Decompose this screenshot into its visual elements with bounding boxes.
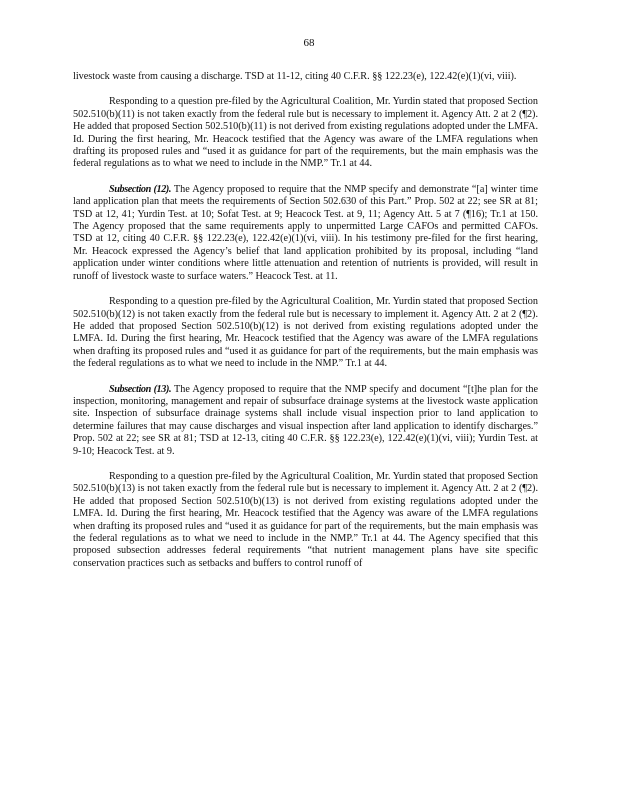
document-body — [73, 71, 538, 570]
paragraph-continuation — [73, 71, 538, 83]
paragraph-text: Responding to a question pre-filed by the Agricultural Coalition, Mr. Yurdin stated that proposed Section 502.510(b)(12) is not taken exactly from the federal rule but is necessary to implement it. Agency Att. 2 at 2 (¶2). He added that proposed Section 502.510(b)(12) is not derived from existing regulations adopted under the LMFA. Id. During the first hearing, Mr. Heacock testified that the Agency was aware of the LMFA regulations when drafting its proposed rules and “used it as guidance for part of the requirements, but the main emphasis was the federal regulations as to what we need to include in the NMP.” Tr.1 at 44. — [73, 296, 538, 370]
paragraph-subsection-13 — [73, 384, 538, 458]
paragraph-yurdin-response-11 — [73, 96, 538, 170]
subsection-label: Subsection (13). — [109, 383, 172, 395]
paragraph-subsection-12 — [73, 184, 538, 283]
page-number: 68 — [303, 37, 315, 49]
paragraph-text: livestock waste from causing a discharge. TSD at 11-12, citing 40 C.F.R. §§ 122.23(e), 122.42(e)(1)(vi, viii). — [73, 71, 517, 82]
paragraph-text: The Agency proposed to require that the NMP specify and demonstrate “[a] winter time land application plan that meets the requirements of Section 502.630 of this Part.” Prop. 502 at 22; see SR at 81; TSD at 12, 41; Yurdin Test. at 10; Sofat Test. at 9; Heacock Test. at 9, 11; Agency Att. 5 at 7 (¶16); Tr.1 at 150. The Agency proposed that the same requirements apply to unpermitted Large CAFOs and permitted CAFOs. TSD at 12, citing 40 C.F.R. §§ 122.23(e), 122.42(e)(1)(vi, viii). In his testimony pre-filed for the first hearing, Mr. Heacock expressed the Agency’s belief that land application prohibited by its proposal, including “land application under winter conditions where little attenuation and retention of nutrients is provided, will result in runoff of livestock waste to surface waters.” Heacock Test. at 11. — [73, 183, 538, 282]
paragraph-yurdin-response-13 — [73, 471, 538, 570]
paragraph-text: Responding to a question pre-filed by the Agricultural Coalition, Mr. Yurdin stated that proposed Section 502.510(b)(13) is not taken exactly from the federal rule but is necessary to implement it. Agency Att. 2 at 2 (¶2). He added that proposed Section 502.510(b)(13) is not derived from existing regulations adopted under the LMFA. Id. During the first hearing, Mr. Heacock testified that the Agency was aware of the LMFA regulations when drafting its proposed rules and “used it as guidance for part of the requirements, but the main emphasis was the federal regulations as to what we need to include in the NMP.” Tr.1 at 44. The Agency specified that this proposed subsection addresses federal requirements “that nutrient management plans have site specific conservation practices such as setbacks and buffers to control runoff of — [73, 470, 538, 569]
paragraph-text: The Agency proposed to require that the NMP specify and document “[t]he plan for the inspection, monitoring, management and repair of subsurface drainage systems at the livestock waste application site. Inspection of subsurface drainage systems shall include visual inspection prior to land application to determine failures that may cause discharges and visual inspection after land application to identify discharges.” Prop. 502 at 22; see SR at 81; TSD at 12-13, citing 40 C.F.R. §§ 122.23(e), 122.42(e)(1)(vi, viii); Yurdin Test. at 9-10; Heacock Test. at 9. — [73, 383, 538, 457]
subsection-label: Subsection (12). — [109, 183, 172, 195]
paragraph-text: Responding to a question pre-filed by the Agricultural Coalition, Mr. Yurdin stated that proposed Section 502.510(b)(11) is not taken exactly from the federal rule but is necessary to implement it. Agency Att. 2 at 2 (¶2). He added that proposed Section 502.510(b)(11) is not derived from existing regulations adopted under the LMFA. Id. During the first hearing, Mr. Heacock testified that the Agency was aware of the LMFA regulations when drafting its proposed rules and “used it as guidance for part of the requirements, but the main emphasis was the federal regulations as to what we need to include in the NMP.” Tr.1 at 44. — [73, 96, 538, 170]
paragraph-yurdin-response-12 — [73, 296, 538, 370]
